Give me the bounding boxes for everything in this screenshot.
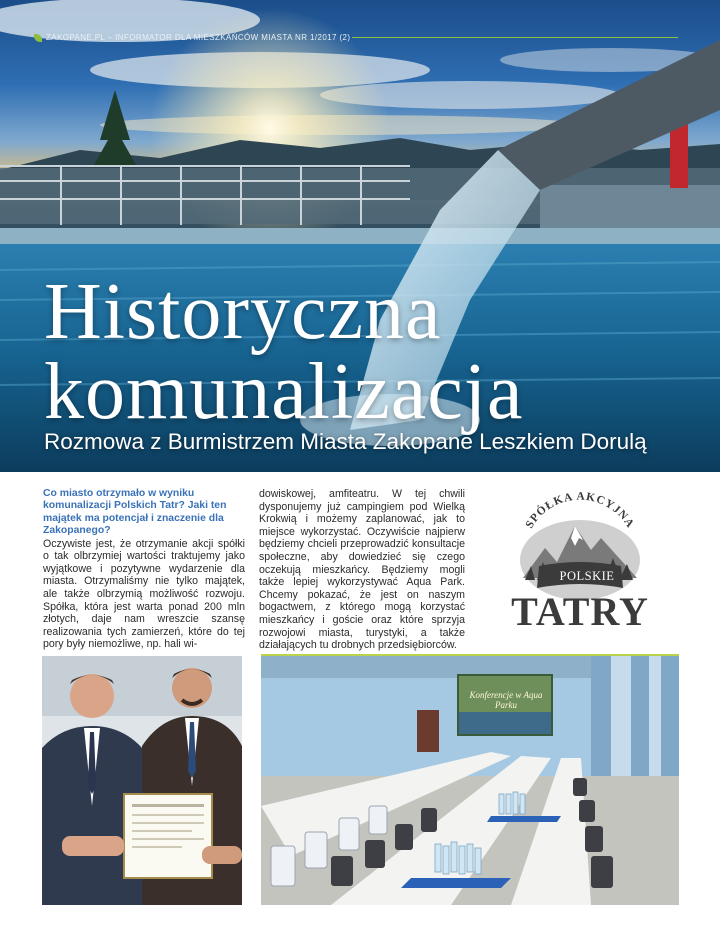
text-column-2 bbox=[259, 488, 465, 652]
screen-caption: Konferencje w Aqua Parku bbox=[469, 690, 543, 710]
running-head-rule bbox=[352, 37, 678, 38]
article-subtitle: Rozmowa z Burmistrzem Miasta Zakopane Leszkiem Dorulą bbox=[44, 429, 647, 454]
interview-question: Co miasto otrzymało w wyniku komunalizacji Polskich Tatr? Jaki ten majątek ma potencjał i znaczenie dla Zakopanego? bbox=[43, 488, 227, 537]
running-head bbox=[34, 33, 350, 42]
logo-band-text: POLSKIE bbox=[559, 569, 615, 583]
running-head-text: ZAKOPANE.PL – INFORMATOR DLA MIESZKAŃCÓW MIASTA NR 1/2017 (2) bbox=[46, 33, 351, 42]
text-column-1 bbox=[43, 488, 245, 651]
logo-name: TATRY bbox=[511, 589, 649, 634]
leaf-icon bbox=[34, 34, 42, 42]
polskie-tatry-logo bbox=[505, 488, 655, 636]
interview-answer: Oczywiste jest, że otrzymanie akcji spółki o tak olbrzymiej wartości traktujemy jako wyjątkowe i pozytywne wydarzenie dla miasta. Otrzymaliśmy nie tylko majątek, ale także olbrzymią możliwość rozwoju. Spółka, która jest warta ponad 200 mln złotych, daje nam wreszcie szansę realizowania tych zamierzeń, które do tej pory były niemożliwe, np. hali wi- bbox=[43, 537, 245, 651]
article-title: Historyczna komunalizacja bbox=[44, 268, 524, 436]
interview-answer-continued: dowiskowej, amfiteatru. W tej chwili dysponujemy już campingiem pod Wielką Krokwią i możemy zaplanować, jak to miejsce wykorzystać. Oczywiście najpierw będziemy chcieli przeprowadzić konsultacje społeczne, aby dowiedzieć się czego oczekują mieszkańcy. Będziemy mogli także lepiej wykorzystywać Aqua Park. Chcemy pokazać, że jest on naszym bogactwem, z którego mogą korzystać mieszkańcy i goście oraz które sprzyja rozwojowi miasta, turystyki, a także działających tu drobnych przedsiębiorców. bbox=[259, 488, 465, 652]
logo-arc-text: SPÓŁKA AKCYJNA bbox=[523, 490, 637, 531]
hero-photo bbox=[0, 0, 720, 472]
photo-officials-with-certificate bbox=[42, 656, 242, 905]
